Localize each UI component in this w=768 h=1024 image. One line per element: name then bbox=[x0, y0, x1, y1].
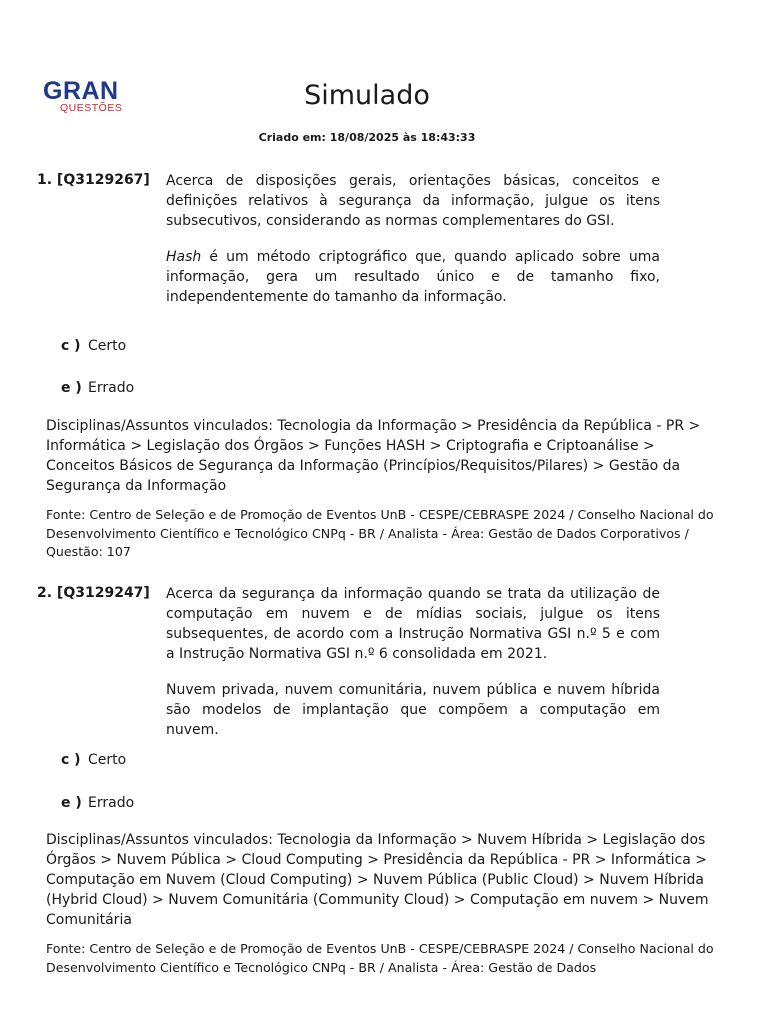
question-1-text bbox=[166, 171, 660, 323]
page-title: Simulado bbox=[304, 80, 430, 111]
created-timestamp: Criado em: 18/08/2025 às 18:43:33 bbox=[258, 131, 476, 144]
question-2-option-c[interactable] bbox=[61, 750, 126, 770]
question-1-option-e[interactable] bbox=[61, 378, 134, 398]
option-label: Certo bbox=[88, 752, 127, 768]
question-2-text bbox=[166, 584, 660, 756]
question-2-item: Nuvem privada, nuvem comunitária, nuvem pública e nuvem híbrida são modelos de implantação que compõem a computação em nuvem. bbox=[166, 682, 660, 738]
option-letter: e ) bbox=[61, 380, 82, 396]
question-2-disciplinas: Disciplinas/Assuntos vinculados: Tecnologia da Informação > Nuvem Híbrida > Legislação dos Órgãos > Nuvem Pública > Cloud Computing > Presidência da República - PR > Informática > Computação em Nuvem (Cloud Computing) > Nuvem Pública (Public Cloud) > Nuvem Híbrida (Hybrid Cloud) > Nuvem Comunitária (Community Cloud) > Computação em nuvem > Nuvem Comunitária bbox=[46, 832, 709, 928]
question-1-statement: Acerca de disposições gerais, orientações básicas, conceitos e definições relativos à segurança da informação, julgue os itens subsecutivos, considerando as normas complementares do GSI. bbox=[166, 173, 660, 229]
question-2-statement: Acerca da segurança da informação quando se trata da utilização de computação em nuvem e de mídias sociais, julgue os itens subsequentes, de acordo com a Instrução Normativa GSI n.º 5 e com a Instrução Normativa GSI n.º 6 consolidada em 2021. bbox=[166, 586, 660, 662]
question-1-fonte: Fonte: Centro de Seleção e de Promoção de Eventos UnB - CESPE/CEBRASPE 2024 / Conselho Nacional do Desenvolvimento Científico e Tecnológico CNPq - BR / Analista - Área: Gestão de Dados Corporativos / Questão: 107 bbox=[46, 507, 714, 559]
question-2-id: 2. [Q3129247] bbox=[37, 585, 150, 601]
question-1-item-italic: Hash bbox=[166, 249, 202, 265]
question-1-item-rest: é um método criptográfico que, quando aplicado sobre uma informação, gera um resultado único e de tamanho fixo, independentemente do tamanho da informação. bbox=[166, 249, 660, 305]
option-letter: c ) bbox=[61, 338, 81, 354]
option-label: Errado bbox=[88, 795, 135, 811]
question-2-option-e[interactable] bbox=[61, 793, 134, 813]
option-label: Certo bbox=[88, 338, 127, 354]
question-2-fonte: Fonte: Centro de Seleção e de Promoção de Eventos UnB - CESPE/CEBRASPE 2024 / Conselho Nacional do Desenvolvimento Científico e Tecnológico CNPq - BR / Analista - Área: Gestão de Dados bbox=[46, 941, 714, 975]
option-label: Errado bbox=[88, 380, 135, 396]
question-1-id: 1. [Q3129267] bbox=[37, 172, 150, 188]
logo-sub: QUESTÕES bbox=[60, 102, 123, 114]
option-letter: e ) bbox=[61, 795, 82, 811]
option-letter: c ) bbox=[61, 752, 81, 768]
logo-brand: GRAN bbox=[43, 77, 119, 105]
question-1-item bbox=[166, 247, 660, 307]
question-1-option-c[interactable] bbox=[61, 336, 126, 356]
question-1-disciplinas: Disciplinas/Assuntos vinculados: Tecnologia da Informação > Presidência da República - PR > Informática > Legislação dos Órgãos > Funções HASH > Criptografia e Criptoanálise > Conceitos Básicos de Segurança da Informação (Princípios/Requisitos/Pilares) > Gestão da Segurança da Informação bbox=[46, 418, 701, 494]
